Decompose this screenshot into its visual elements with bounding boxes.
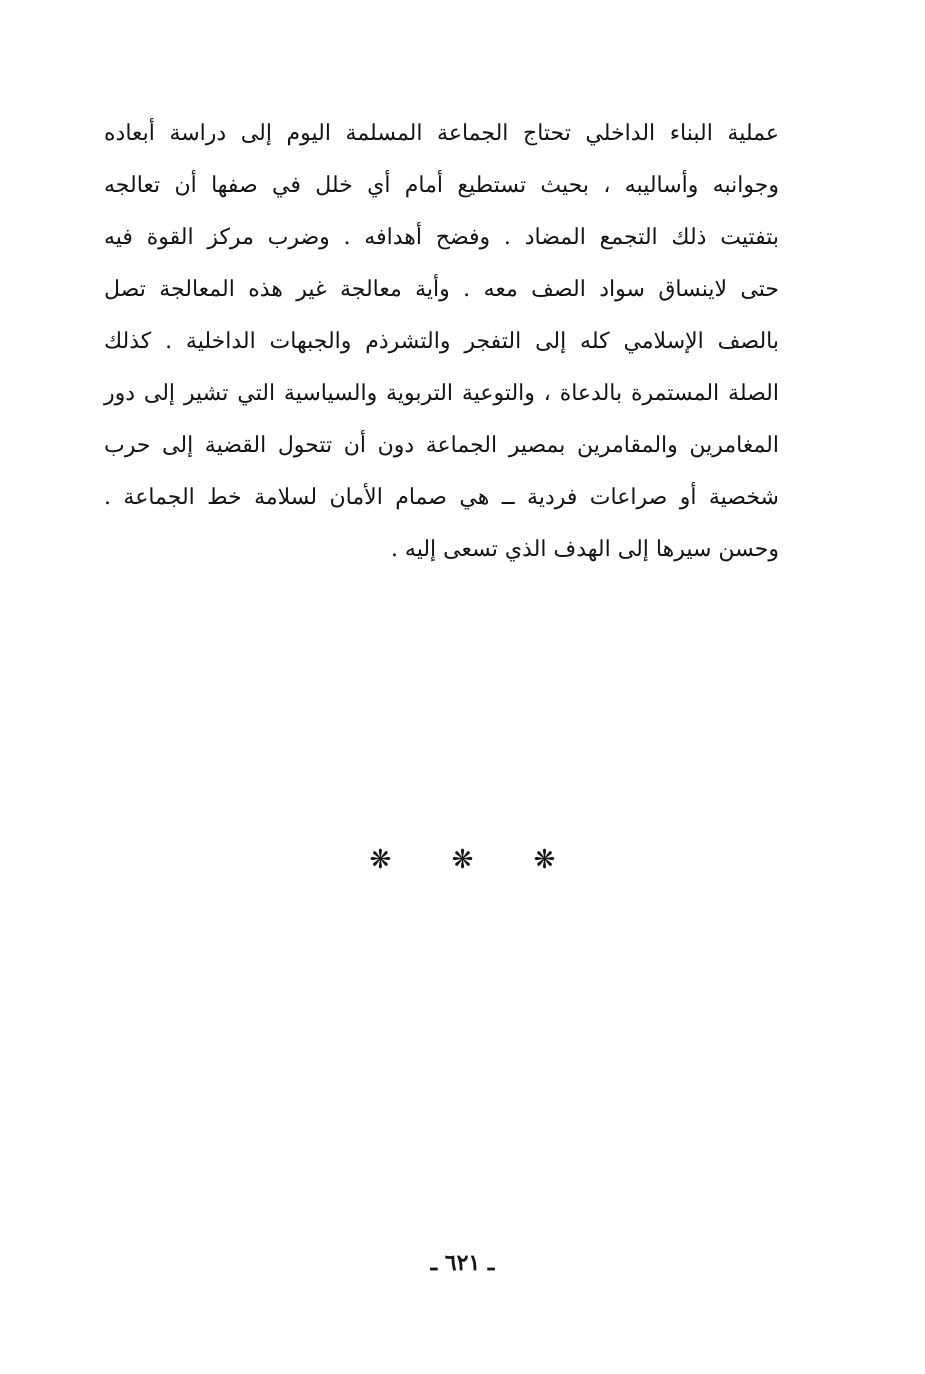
page-number: ـ ٦٢١ ـ <box>430 1250 495 1276</box>
text-line: حتى لاينساق سواد الصف معه . وأية معالجة غير هذه المعالجة تصل <box>104 277 779 302</box>
text-line: وجوانبه وأساليبه ، بحيث تستطيع أمام أي خلل في صفها أن تعالجه <box>104 173 779 198</box>
text-line: بتفتيت ذلك التجمع المضاد . وفضح أهدافه . وضرب مركز القوة فيه <box>104 225 779 250</box>
text-line: شخصية أو صراعات فردية ــ هي صمام الأمان لسلامة خط الجماعة . <box>104 485 779 510</box>
body-paragraph <box>104 108 779 576</box>
text-line: المغامرين والمقامرين بمصير الجماعة دون أن تتحول القضية إلى حرب <box>104 433 779 458</box>
text-line: عملية البناء الداخلي تحتاج الجماعة المسلمة اليوم إلى دراسة أبعاده <box>104 121 779 146</box>
text-line: بالصف الإسلامي كله إلى التفجر والتشرذم والجبهات الداخلية . كذلك <box>104 329 779 354</box>
text-line: وحسن سيرها إلى الهدف الذي تسعى إليه . <box>390 537 779 562</box>
text-line: الصلة المستمرة بالدعاة ، والتوعية التربوية والسياسية التي تشير إلى دور <box>104 381 779 406</box>
section-separator-asterisms: ❋ ❋ ❋ <box>369 845 582 875</box>
